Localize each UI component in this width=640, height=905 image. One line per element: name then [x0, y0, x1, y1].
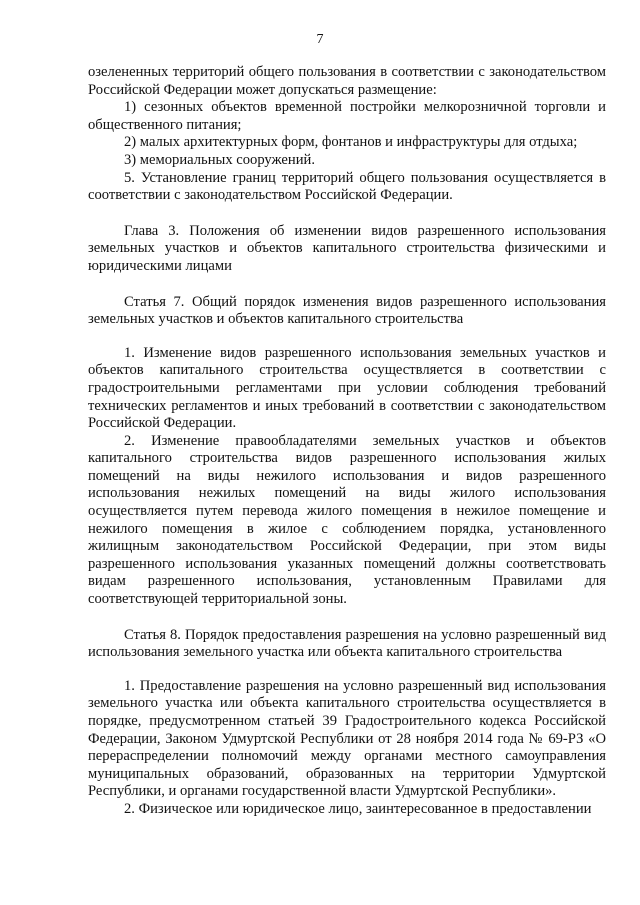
article-7-heading: Статья 7. Общий порядок изменения видов разрешенного использования земельных участков и объектов капитального строительства	[88, 293, 606, 328]
article-8-clause-1: 1. Предоставление разрешения на условно разрешенный вид использования земельного участка или объекта капитального строительства осуществляется в порядке, предусмотренном статьей 39 Градостроительного кодекса Российской Федерации, Законом Удмуртской Республики от 28 ноября 2014 года № 69-РЗ «О перераспределении полномочий между органами местного самоуправления муниципальных образований, образованных на территории Удмуртской Республики, и органами государственной власти Удмуртской Республики».	[88, 677, 606, 800]
list-item-2: 2) малых архитектурных форм, фонтанов и инфраструктуры для отдыха;	[124, 134, 578, 151]
article-8-clause-2: 2. Физическое или юридическое лицо, заинтересованное в предоставлении	[124, 800, 592, 817]
list-item-1: 1) сезонных объектов временной постройки мелкорозничной торговли и общественного питания;	[88, 99, 606, 133]
chapter-3-heading: Глава 3. Положения об изменении видов разрешенного использования земельных участков и объектов капитального строительства физическими и юридическими лицами	[88, 222, 606, 274]
paragraph-zones-continuation: озелененных территорий общего пользования в соответствии с законодательством Российской Федерации может допускаться размещение:	[88, 64, 606, 98]
article-7-clause-1: 1. Изменение видов разрешенного использования земельных участков и объектов капитального строительства осуществляется в соответствии с градостроительными регламентами при условии соблюдения требований технических регламентов и иных требований в соответствии с законодательством Российской Федерации.	[88, 344, 606, 432]
page-number: 7	[316, 32, 324, 47]
list-item-3: 3) мемориальных сооружений.	[124, 151, 315, 168]
article-8-heading: Статья 8. Порядок предоставления разрешения на условно разрешенный вид использования земельного участка или объекта капитального строительства	[88, 626, 606, 661]
article-7-clause-2: 2. Изменение правообладателями земельных участков и объектов капитального строительства видов разрешенного использования жилых помещений на виды нежилого использования и видов разрешенного использования нежилых помещений на виды жилого использования осуществляется путем перевода жилого помещения в нежилое помещение и нежилого помещения в жилое с соблюдением порядка, установленного жилищным законодательством Российской Федерации, при этом виды разрешенного использования указанных помещений должны соответствовать видам разрешенного использования, установленным Правилами для соответствующей территориальной зоны.	[88, 432, 606, 608]
paragraph-item-5: 5. Установление границ территорий общего пользования осуществляется в соответствии с законодательством Российской Федерации.	[88, 169, 606, 204]
document-body	[88, 64, 606, 819]
